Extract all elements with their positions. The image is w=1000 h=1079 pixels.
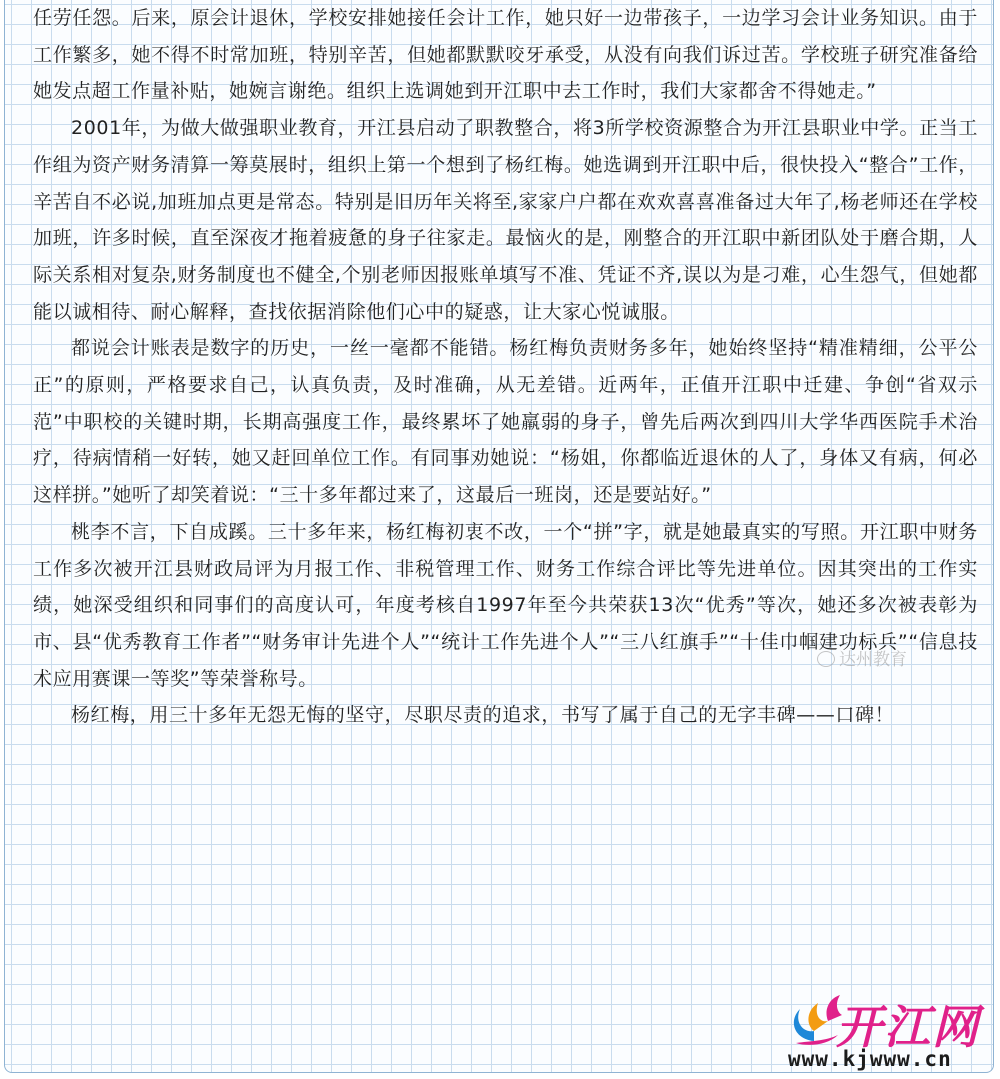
article-paragraph-5: 杨红梅，用三十多年无怨无悔的坚守，尽职尽责的追求，书写了属于自己的无字丰碑——口碑！ <box>71 704 895 727</box>
article-paragraph-4: 桃李不言，下自成蹊。三十多年来，杨红梅初衷不改，一个“拼”字，就是她最真实的写照。开江职中财务工作多次被开江县财政局评为月报工作、非税管理工作、财务工作综合评比等先进单位。因其突出的工作实绩，她深受组织和同事们的高度认可，年度考核自1997年至今共荣获13次“优秀”等次，她还多次被表彰为市、县“优秀教育工作者”“财务审计先进个人”“统计工作先进个人”“三八红旗手”“十佳巾帼建功标兵”“信息技术应用赛课一等奖”等荣誉称号。 <box>33 520 978 690</box>
article-paragraph-3: 都说会计账表是数字的历史，一丝一毫都不能错。杨红梅负责财务多年，她始终坚持“精准精细，公平公正”的原则，严格要求自己，认真负责，及时准确，从无差错。近两年，正值开江职中迁建、争创“省双示范”中职校的关键时期，长期高强度工作，最终累坏了她羸弱的身子，曾先后两次到四川大学华西医院手术治疗，待病情稍一好转，她又赶回单位工作。有同事劝她说：“杨姐，你都临近退休的人了，身体又有病，何必这样拼。”她听了却笑着说：“三十多年都过来了，这最后一班岗，还是要站好。” <box>33 337 978 507</box>
article-paragraph-1: 任劳任怨。后来，原会计退休，学校安排她接任会计工作，她只好一边带孩子，一边学习会计业务知识。由于工作繁多，她不得不时常加班，特别辛苦，但她都默默咬牙承受，从没有向我们诉过苦。学校班子研究准备给她发点超工作量补贴，她婉言谢绝。组织上选调她到开江职中去工作时，我们大家都舍不得她走。” <box>33 7 978 103</box>
article-page <box>4 0 994 1073</box>
site-logo <box>784 991 994 1077</box>
article-body <box>33 0 978 734</box>
logo-site-url: www.kjwww.cn <box>788 1047 952 1071</box>
article-paragraph-2: 2001年，为做大做强职业教育，开江县启动了职教整合，将3所学校资源整合为开江县职业中学。正当工作组为资产财务清算一筹莫展时，组织上第一个想到了杨红梅。她选调到开江职中后，很快投入“整合”工作，辛苦自不必说,加班加点更是常态。特别是旧历年关将至,家家户户都在欢欢喜喜准备过大年了,杨老师还在学校加班，许多时候，直至深夜才拖着疲惫的身子往家走。最恼火的是，刚整合的开江职中新团队处于磨合期，人际关系相对复杂,财务制度也不健全,个别老师因报账单填写不准、凭证不齐,误以为是刁难，心生怨气，但她都能以诚相待、耐心解释，查找依据消除他们心中的疑惑，让大家心悦诚服。 <box>33 117 978 323</box>
logo-swirl-icon <box>784 991 844 1047</box>
logo-site-name: 开江网 <box>836 1000 980 1054</box>
watermark-text: 达州教育 <box>839 650 907 670</box>
